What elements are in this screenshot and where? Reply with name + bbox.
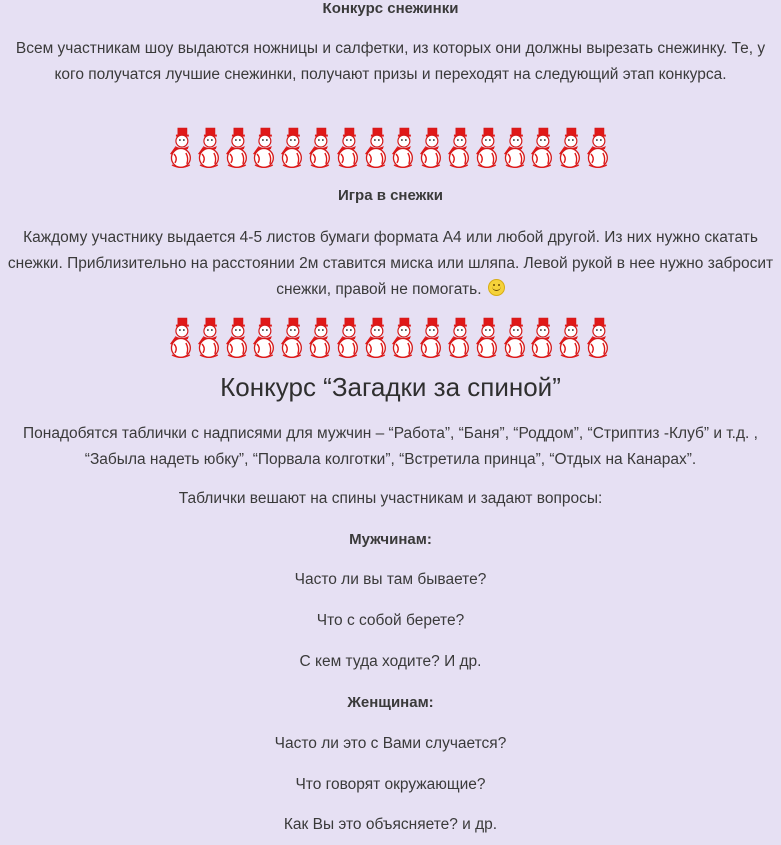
snowman-icon bbox=[333, 127, 361, 169]
snowman-icon bbox=[416, 317, 444, 359]
women-question: Что говорят окружающие? bbox=[295, 776, 486, 793]
snowman-icon bbox=[416, 127, 444, 169]
paragraph-snowballs-text: Каждому участнику выдается 4-5 листов бумаги формата А4 или любой другой. Из них нужно скатать снежки. Приблизительно на расстоянии 2м ставится миска или шляпа. Левой рукой в нее нужно забросит снежки, правой не помогать. bbox=[7, 229, 774, 298]
snowman-divider-1 bbox=[166, 127, 616, 169]
snowman-icon bbox=[333, 317, 361, 359]
snowman-icon bbox=[166, 127, 194, 169]
snowman-icon bbox=[444, 127, 472, 169]
snowman-icon bbox=[305, 127, 333, 169]
snowman-icon bbox=[583, 317, 611, 359]
section-title-snowflake: Конкурс снежинки bbox=[322, 0, 459, 17]
riddles-instructions: Таблички вешают на спины участникам и задают вопросы: bbox=[178, 490, 603, 507]
women-question: Как Вы это объясняете? и др. bbox=[283, 816, 498, 833]
snowman-icon bbox=[583, 127, 611, 169]
snowman-icon bbox=[305, 317, 333, 359]
section-title-snowballs: Игра в снежки bbox=[338, 187, 443, 204]
snowman-icon bbox=[222, 127, 250, 169]
snowman-icon bbox=[222, 317, 250, 359]
snowman-icon bbox=[166, 317, 194, 359]
paragraph-riddles-intro: Понадобятся таблички с надписями для мужчин – “Работа”, “Баня”, “Роддом”, “Стриптиз -Клуб” и т.д. , “Забыла надеть юбку”, “Порвала колготки”, “Встретила принца”, “Отдых на Канарах”. bbox=[23, 425, 758, 468]
paragraph-snowflake: Всем участникам шоу выдаются ножницы и салфетки, из которых они должны вырезать снежинку. Те, у кого получатся лучшие снежинки, получают призы и переходят на следующий этап конкурса. bbox=[15, 40, 766, 83]
snowman-icon bbox=[500, 127, 528, 169]
snowman-icon bbox=[194, 317, 222, 359]
snowman-divider-2 bbox=[166, 317, 616, 359]
snowman-icon bbox=[249, 317, 277, 359]
snowman-icon bbox=[555, 317, 583, 359]
snowman-icon bbox=[361, 127, 389, 169]
men-label: Мужчинам: bbox=[349, 531, 432, 548]
snowman-icon bbox=[249, 127, 277, 169]
paragraph-snowballs bbox=[6, 225, 775, 303]
men-question: С кем туда ходите? И др. bbox=[299, 653, 482, 670]
snowman-icon bbox=[527, 317, 555, 359]
snowman-icon bbox=[361, 317, 389, 359]
snowman-icon bbox=[500, 317, 528, 359]
snowman-icon bbox=[388, 127, 416, 169]
women-label: Женщинам: bbox=[347, 694, 434, 711]
men-question: Что с собой берете? bbox=[316, 612, 465, 629]
snowman-icon bbox=[472, 317, 500, 359]
snowman-icon bbox=[527, 127, 555, 169]
section-title-riddles: Конкурс “Загадки за спиной” bbox=[220, 372, 561, 402]
snowman-icon bbox=[388, 317, 416, 359]
snowman-icon bbox=[194, 127, 222, 169]
snowman-icon bbox=[444, 317, 472, 359]
men-question: Часто ли вы там бываете? bbox=[294, 571, 487, 588]
snowman-icon bbox=[277, 317, 305, 359]
smile-emoji-icon bbox=[488, 279, 505, 296]
women-question: Часто ли это с Вами случается? bbox=[274, 735, 507, 752]
snowman-icon bbox=[277, 127, 305, 169]
snowman-icon bbox=[472, 127, 500, 169]
snowman-icon bbox=[555, 127, 583, 169]
